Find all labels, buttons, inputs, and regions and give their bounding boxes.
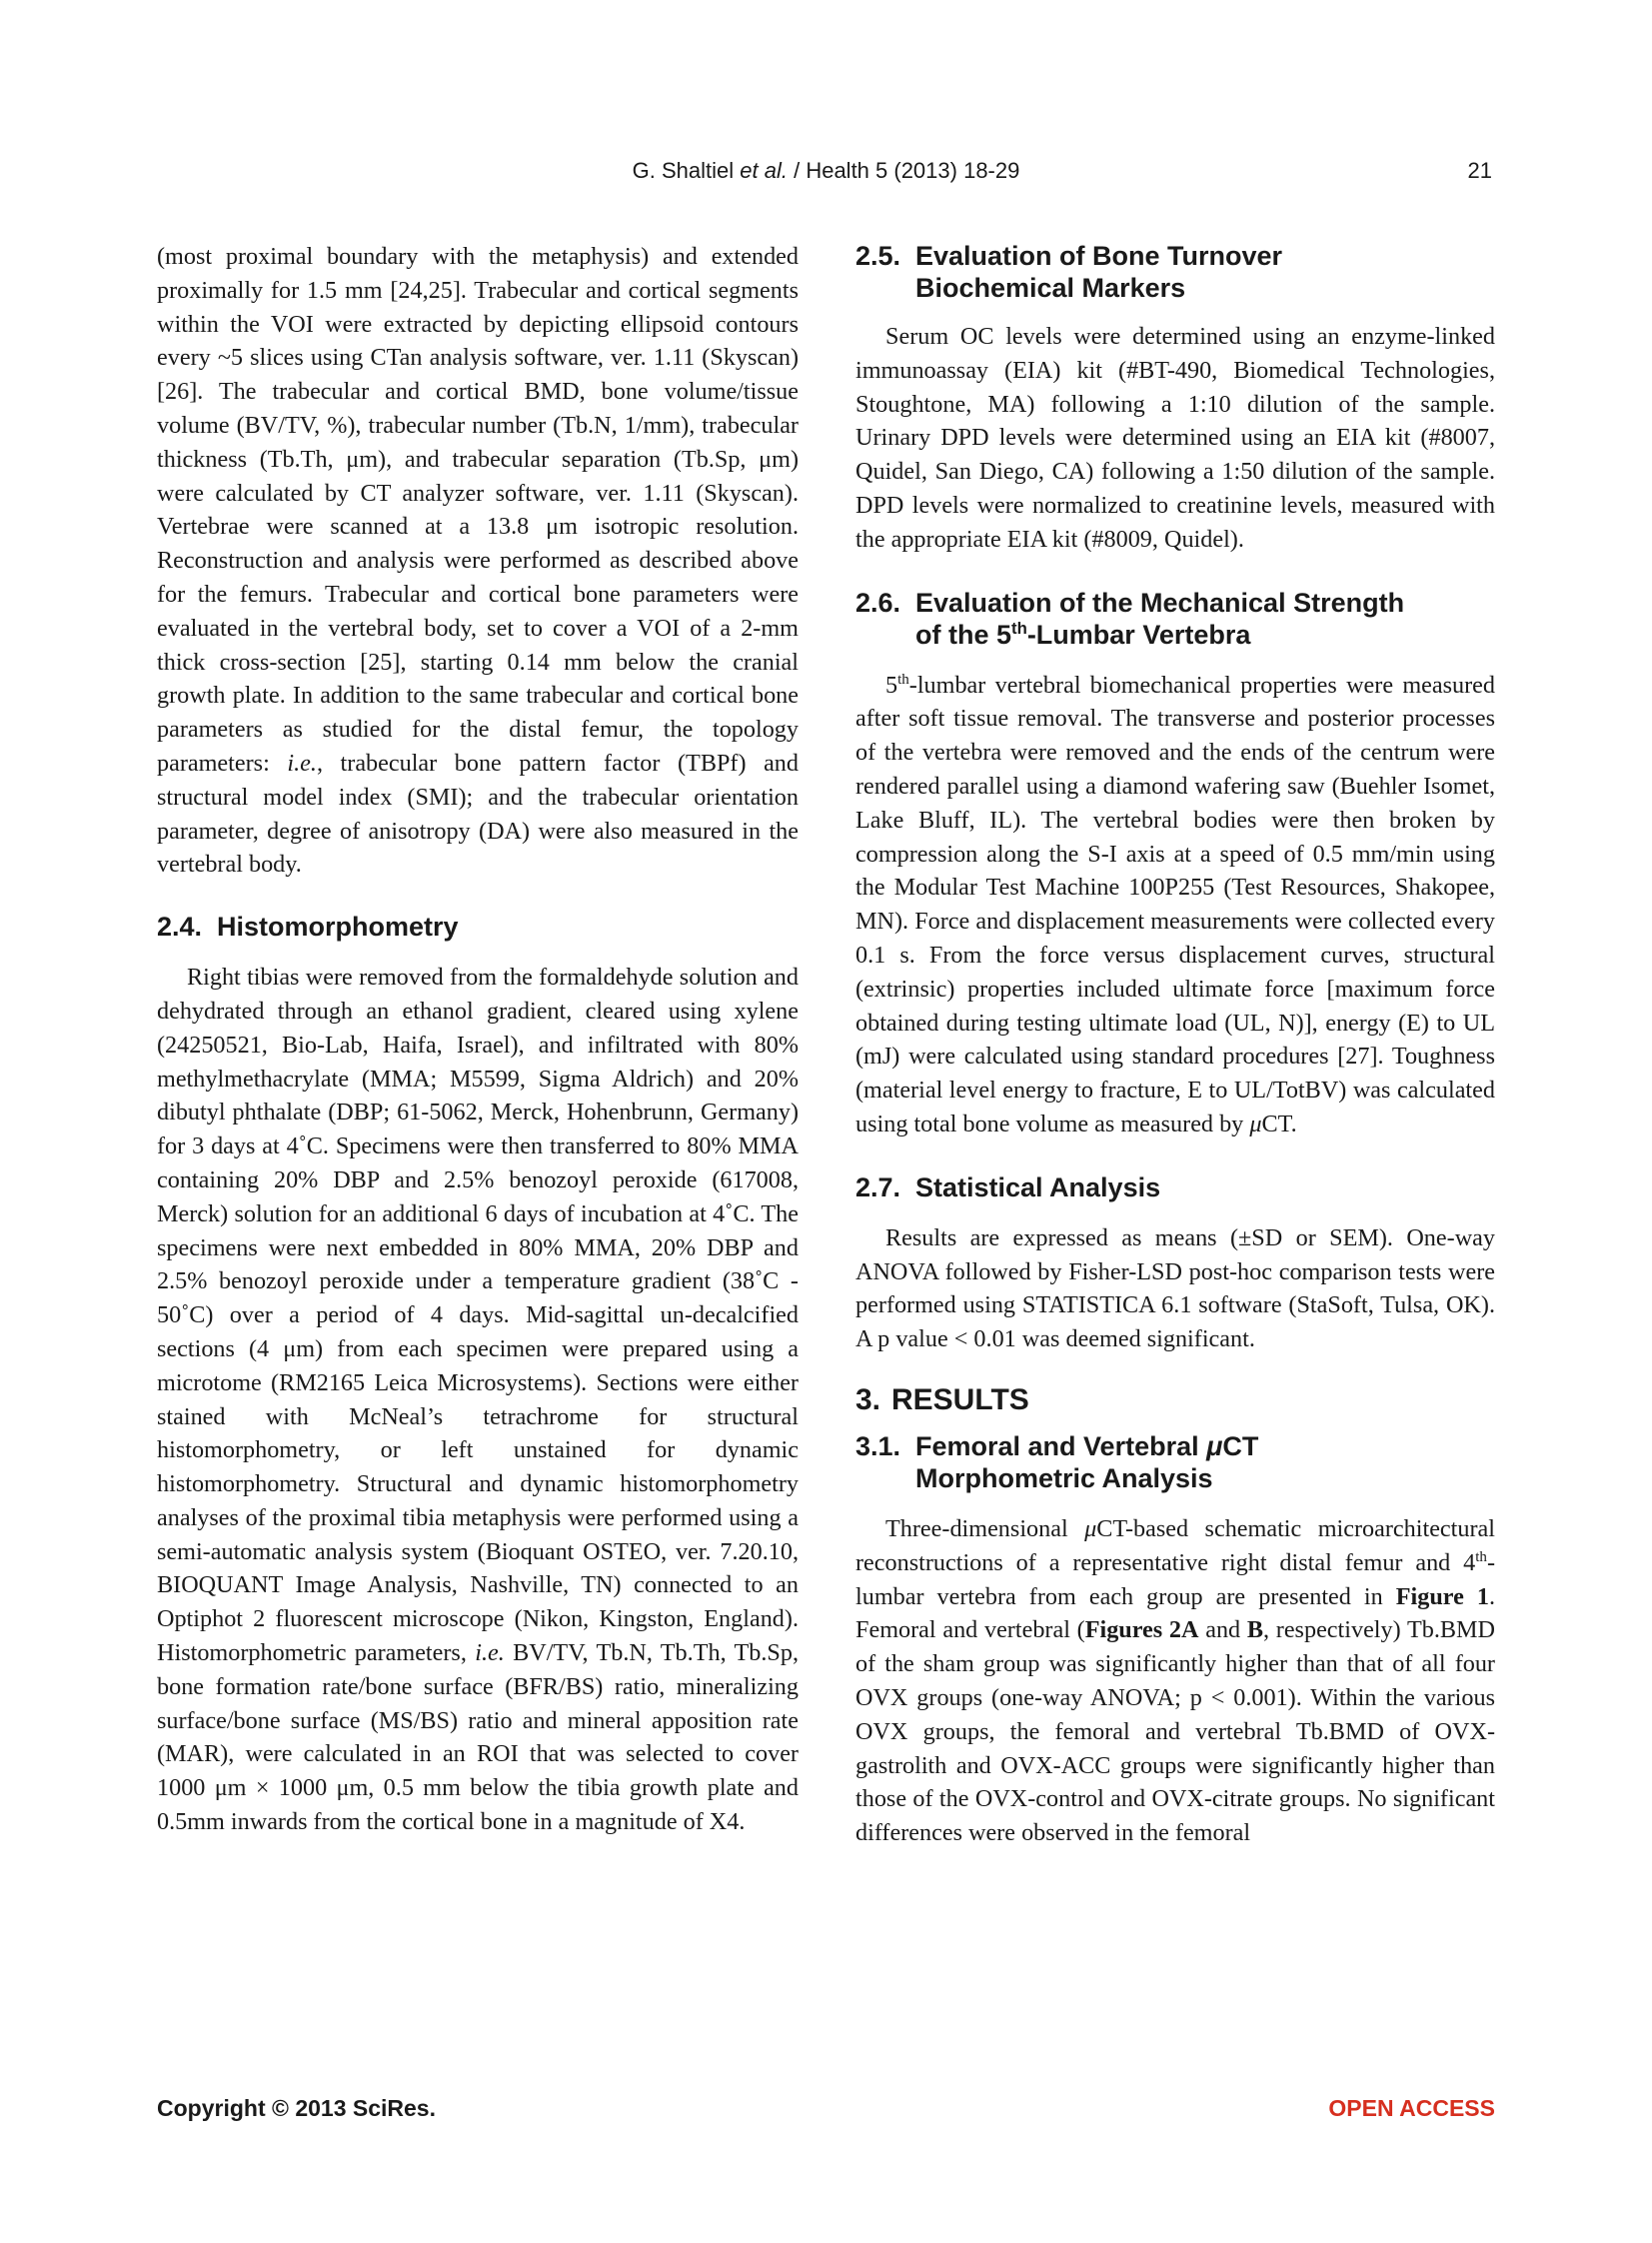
italic-ie: i.e.: [287, 749, 317, 777]
section-heading-3-1: [855, 1430, 1495, 1494]
section-title: RESULTS: [891, 1382, 1029, 1416]
section-title: Histomorphometry: [217, 912, 459, 943]
paragraph-microct-results: [855, 1512, 1495, 1850]
italic-ie: i.e.: [475, 1639, 505, 1667]
copyright-notice: Copyright © 2013 SciRes.: [157, 2095, 436, 2121]
section-title-line2: Morphometric Analysis: [915, 1462, 1213, 1493]
text-span: BV/TV, Tb.N, Tb.Th, Tb.Sp, bone formation rate/bone surface (BFR/BS) ratio, mineralizing surface/bone surface (MS/BS) ratio and mineral apposition rate (MAR), were calculated in an ROI that was selected to cover 1000 μm × 1000 μm, 0.5 mm below the tibia growth plate and 0.5mm inwards from the cortical bone in a magnitude of X4.: [157, 1639, 799, 1836]
section-number: 2.7.: [855, 1171, 901, 1202]
text-span: 5: [885, 671, 898, 699]
section-title-line1: Evaluation of the Mechanical Strength: [915, 587, 1405, 618]
text-span: -Lumbar Vertebra: [1026, 619, 1251, 650]
section-title-line2: Biochemical Markers: [915, 273, 1186, 303]
section-heading-2-4: [157, 911, 799, 943]
section-number: 2.4.: [157, 912, 203, 943]
section-heading-2-6: [855, 587, 1495, 651]
section-heading-3: [855, 1382, 1495, 1418]
paragraph-histomorphometry: [157, 961, 799, 1839]
paragraph-bone-turnover: Serum OC levels were determined using an enzyme-linked immunoassay (EIA) kit (#BT-490, Biomedical Technologies, Stoughtone, MA) following a 1:10 dilution of the sample. Urinary DPD levels were determined using an EIA kit (#8007, Quidel, San Diego, CA) following a 1:50 dilution of the sample. DPD levels were normalized to creatinine levels, measured with the appropriate EIA kit (#8009, Quidel).: [855, 323, 1495, 553]
section-title-line1: [915, 1431, 1258, 1461]
text-span: , trabecular bone pattern factor (TBPf) and structural model index (SMI); and the trabecular orientation parameter, degree of anisotropy (DA) were also measured in the vertebral body.: [157, 749, 799, 879]
text-span: -lumbar vertebral biomechanical properties were measured after soft tissue removal. The transverse and posterior processes of the vertebra were removed and the ends of the centrum were rendered parallel using a diamond wafering saw (Buehler Isomet, Lake Bluff, IL). The vertebral bodies were then broken by compression along the S-I axis at a speed of 0.5 mm/min using the Modular Test Machine 100P255 (Test Resources, Shakopee, MN). Force and displacement measurements were collected every 0.1 s. From the force versus displacement curves, structural (extrinsic) properties included ultimate force [maximum force obtained during testing ultimate load (UL, N)], energy (E) to UL (mJ) were calculated using standard procedures [27]. Toughness (material level energy to fracture, E to UL/TotBV) was calculated using total bone volume as measured by: [855, 671, 1495, 1137]
superscript: th: [1011, 618, 1027, 638]
figure-1-reference[interactable]: Figure 1: [1395, 1582, 1489, 1610]
figure-2a-reference[interactable]: Figures 2A: [1084, 1616, 1199, 1644]
header-journal: / Health 5 (2013) 18-29: [794, 158, 1020, 183]
text-span: CT: [1222, 1430, 1259, 1461]
text-span: (most proximal boundary with the metaphysis) and extended proximally for 1.5 mm [24,25]. Trabecular and cortical segments within the VOI were extracted by depicting ellipsoid contours every ~5 slices using CTan analysis software, ver. 1.11 (Skyscan) [26]. The trabecular and cortical BMD, bone volume/tissue volume (BV/TV, %), trabecular number (Tb.N, 1/mm), trabecular thickness (Tb.Th, μm), and trabecular separation (Tb.Sp, μm) were calculated by CT analyzer software, ver. 1.11 (Skyscan). Vertebrae were scanned at a 13.8 μm isotropic resolution. Reconstruction and analysis were performed as described above for the femurs. Trabecular and cortical bone parameters were evaluated in the vertebral body, set to cover a VOI of a 2-mm thick cross-section [25], starting 0.14 mm below the cranial growth plate. In addition to the same trabecular and cortical bone parameters as studied for the distal femur, the topology parameters:: [157, 243, 799, 777]
section-title: Statistical Analysis: [915, 1171, 1161, 1202]
italic-mu: μ: [1206, 1430, 1223, 1461]
text-span: Three-dimensional: [885, 1514, 1085, 1542]
paragraph-statistical-analysis: Results are expressed as means (±SD or SEM). One-way ANOVA followed by Fisher-LSD post-hoc comparison tests were performed using STATISTICA 6.1 software (StaSoft, Tulsa, OK). A p value < 0.01 was deemed significant.: [855, 1223, 1495, 1353]
header-author: G. Shaltiel: [632, 158, 735, 183]
page-number: 21: [1467, 158, 1492, 183]
section-number: 2.5.: [855, 241, 901, 271]
text-span: of the 5: [915, 619, 1012, 650]
text-span: Right tibias were removed from the formaldehyde solution and dehydrated through an ethanol gradient, cleared using xylene (24250521, Bio-Lab, Haifa, Israel), and infiltrated with 80% methylmethacrylate (MMA; M5599, Sigma Aldrich) and 20% dibutyl phthalate (DBP; 61-5062, Merck, Hohenbrunn, Germany) for 3 days at 4˚C. Specimens were then transferred to 80% MMA containing 20% DBP and 2.5% benozoyl peroxide (617008, Merck) solution for an additional 6 days of incubation at 4˚C. The specimens were next embedded in 80% MMA, 20% DBP and 2.5% benozoyl peroxide under a temperature gradient (38˚C - 50˚C) over a period of 4 days. Mid-sagittal un-decalcified sections (4 μm) from each specimen were prepared using a microtome (RM2165 Leica Microsystems). Sections were either stained with McNeal’s tetrachrome for structural histomorphometry, or left unstained for dynamic histomorphometry. Structural and dynamic histomorphometry analyses of the proximal tibia metaphysis were performed using a semi-automatic analysis system (Bioquant OSTEO, ver. 7.20.10, BIOQUANT Image Analysis, Nashville, TN) connected to an Optiphot 2 fluorescent microscope (Nikon, Kingston, England). Histomorphometric parameters,: [157, 964, 799, 1667]
text-span: -lumbar vertebra from each group are presented in: [855, 1548, 1495, 1610]
section-heading-2-5: [855, 240, 1495, 304]
superscript: th: [1475, 1548, 1487, 1565]
left-column: [157, 240, 799, 1839]
italic-mu: μ: [1249, 1110, 1262, 1137]
paragraph-microct-methods: [157, 240, 799, 882]
text-span: and: [1198, 1616, 1247, 1644]
header-etal: et al.: [740, 158, 788, 183]
text-span: . Femoral and vertebral (: [855, 1582, 1495, 1644]
section-title-line1: Evaluation of Bone Turnover: [915, 241, 1283, 271]
open-access-label: OPEN ACCESS: [1328, 2095, 1495, 2121]
text-span: CT-based schematic microarchitectural reconstructions of a representative right distal femur and 4: [855, 1514, 1495, 1576]
section-title-line2: [855, 619, 1495, 651]
figure-2b-reference[interactable]: B: [1246, 1616, 1263, 1644]
running-header: [0, 158, 1652, 184]
paragraph-mechanical-strength: [855, 669, 1495, 1141]
section-number: 3.1.: [855, 1430, 901, 1461]
italic-mu: μ: [1084, 1514, 1097, 1542]
section-number: 2.6.: [855, 587, 901, 618]
section-heading-2-7: [855, 1171, 1495, 1203]
text-span: CT.: [1261, 1110, 1297, 1137]
text-span: , respectively) Tb.BMD of the sham group was significantly higher than that of all four OVX groups (one-way ANOVA; p < 0.001). Within the various OVX groups, the femoral and vertebral Tb.BMD of OVX-gastrolith and OVX-ACC groups were significantly higher than those of the OVX-control and OVX-citrate groups. No significant differences were observed in the femoral: [855, 1616, 1495, 1847]
section-number: 3.: [855, 1382, 881, 1416]
right-column: [855, 240, 1495, 1850]
text-span: Femoral and Vertebral: [915, 1430, 1207, 1461]
superscript: th: [897, 671, 909, 688]
